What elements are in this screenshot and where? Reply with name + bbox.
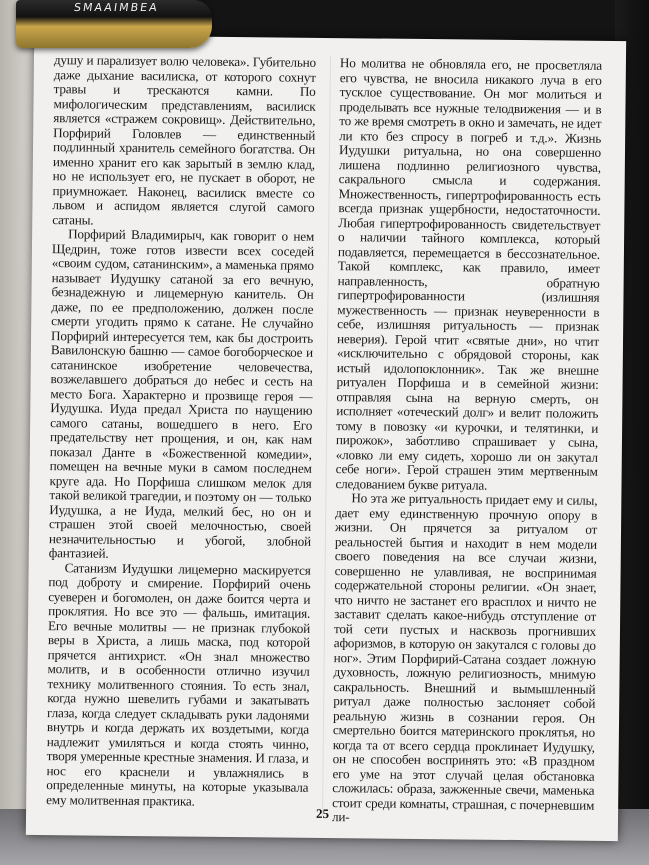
left-column — [46, 53, 316, 810]
page-number: 25 — [315, 805, 330, 822]
paragraph: Но эта же ритуальность придает ему и силы, дает ему единственную прочную опору в жизни. Он прячется за ритуалом от реальностей бытия и находит в нем модели своего поведения на все случаи жизни, совершенно не улавливая, не воспринимая содержательной стороны религии. «Он знает, что ничто не застанет его врасплох и ничто не заставит сделать какое-нибудь отступление от той сети пустых и насквозь прогнивших афоризмов, в которую он закутался с головы до ног». Этим Порфирий-Сатана создает ложную духовность, ложную религиозность, мнимую сакральность. Внешний и вымышленный ритуал даже полностью заслоняет собой реальную жизнь в сознании героя. Он смертельно боится материнского проклятья, но когда та от всего сердца проклинает Иудушку, он не способен воспринять это: «В праздном его уме на этот случай целая обстановка сложилась: образа, зажженные свечи, маменька стоит среди комнаты, страшная, с почерневшим ли- — [331, 490, 598, 825]
binder-clip — [16, 0, 212, 48]
clip-imprint: SMAAIMBEA — [73, 1, 160, 14]
right-column — [332, 56, 602, 827]
magazine-page — [26, 35, 626, 841]
column-divider — [322, 56, 331, 816]
paragraph: душу и парализует волю человека». Губительно даже дыхание василиска, от которого сохнут травы и трескаются камни. По мифологическим представлениям, василиск является «стражем сокровищ». Действительно, Порфирий Головлев — единственный подлинный хранитель семейного богатства. Он именно хранит его как зарытый в землю клад, но не использует его, не пускает в оборот, не приумножает. Наконец, василиск вместе со львом и аспидом является слугой самого сатаны. — [52, 52, 317, 228]
paragraph: Порфирий Владимирыч, как говорит о нем Щедрин, тоже готов извести всех соседей «своим судом, сатанинским», а маменька прямо называет Иудушку сатаной за его вечную, безнадежную и лицемерную канитель. Он даже, по ее предположению, должен после смерти угодить прямо к сатане. Не случайно Порфирий интересуется тем, как бы достроить Вавилонскую башню — самое богоборческое и сатанинское изобретение человечества, возжелавшего добраться до небес и сесть на место Бога. Характерно и прозвище героя — Иудушка. Иуда предал Христа по наущению самого сатаны, вошедшего в него. Его предательству нет прощения, и он, как нам показал Данте в «Божественной комедии», помещен на вечные муки в самом последнем круге ада. Но Порфиша слишком мелок для такой великой трагедии, и поэтому он — только Иудушка, а не Иуда, мелкий бес, но он и страшен этой своей мелочностью, своей незначительностью и убогой, злобной фантазией. — [48, 226, 315, 561]
paragraph: Сатанизм Иудушки лицемерно маскируется под доброту и смирение. Порфирий очень суеверен и богомолен, он даже боится черта и проклятия. Но все это — фальшь, имитация. Его вечные молитвы — не признак глубокой веры в Христа, а лишь маска, под которой прячется антихрист. «Он знал множество молитв, и в особенности отлично изучил технику молитвенного стояния. То есть знал, когда нужно шевелить губами и закатывать глаза, когда следует складывать руки ладонями внутрь и когда держать их воздетыми, когда надлежит умиляться и когда стоять чинно, творя умеренные крестные знамения. И глаза, и нос его краснели и увлажнялись в определенные минуты, на которые указывала ему молитвенная практика. — [46, 559, 311, 809]
paragraph: Но молитва не обновляла его, не просветляла его чувства, не вносила никакого луча в его тусклое существование. Он мог молиться и проделывать все нужные телодвижения — и в то же время смотреть в окно и замечать, не идет ли кто без спросу в погреб и т.д.». Жизнь Иудушки ритуальна, но она совершенно лишена подлинно религиозного чувства, сакрального смысла и содержания. Множественность, гипертрофированность есть всегда признак ущербности, недостаточности. Любая гипертрофированность свидетельствует о наличии тайного комплекса, который подавляется, перемещается в бессознательное. Такой комплекс, как правило, имеет направленность, обратную гипертрофированности (излишняя мужественность — признак неуверенности в себе, излишняя ритуальность — признак неверия). Герой чтит «святые дни», но чтит «исключительно с обрядовой стороны, как истый идолопоклонник». Так же внешне ритуален Порфиша и в семейной жизни: отправляя сына на верную смерть, он исполняет «отеческий долг» и велит положить тому в повозку «и курочки, и телятинки, и пирожок», заботливо спрашивает у сына, «ловко ли ему сидеть, хорошо ли он закутал себе ноги». Герой страшен этим мертвенным следованием букве ритуала. — [335, 55, 602, 493]
